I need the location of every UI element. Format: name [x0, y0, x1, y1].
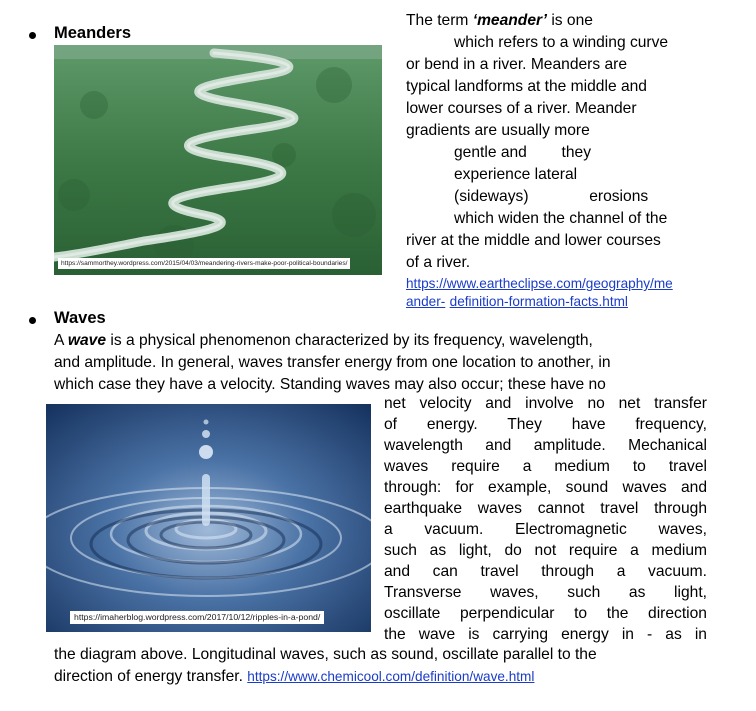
meanders-text-line-6: gradients are usually more [406, 122, 590, 139]
meanders-text-line-5: lower courses of a river. Meander [406, 100, 637, 117]
waves-side-line-8: such as light, do not require a medium [384, 542, 707, 559]
meanders-text-erosions: erosions [589, 188, 649, 205]
water-ripple-illustration [46, 404, 371, 632]
meanders-text-line-9 [406, 186, 716, 208]
meanders-text-line-10: which widen the channel of the [454, 210, 668, 227]
meanders-text-line-3: or bend in a river. Meanders are [406, 56, 628, 73]
waves-outro-text: direction of energy transfer. [54, 668, 248, 685]
waves-side-line-12: the wave is carrying energy in - as in [384, 626, 707, 643]
meanders-text-sideways: (sideways) [454, 188, 529, 205]
meanders-text-gentle: gentle and [454, 144, 527, 161]
waves-image-caption: https://imaherblog.wordpress.com/2017/10/12/ripples-in-a-pond/ [70, 611, 324, 624]
wave-term: wave [67, 332, 107, 349]
waves-intro-line-1 [54, 330, 709, 352]
meanders-text-line-7 [406, 142, 716, 164]
waves-intro [54, 330, 709, 396]
meanders-text-line-8: experience lateral [454, 166, 578, 183]
waves-outro-line-1: the diagram above. Longitudinal waves, such as sound, oscillate parallel to the [54, 646, 597, 663]
meanders-text-line-2: which refers to a winding curve [454, 34, 669, 51]
waves-side-line-6: earthquake waves cannot travel through [384, 500, 707, 517]
waves-side-line-11: oscillate perpendicular to the direction [384, 605, 707, 622]
meanders-text-line-11: river at the middle and lower courses [406, 232, 661, 249]
waves-side-line-3: wavelength and amplitude. Mechanical [384, 437, 707, 454]
meanders-image [54, 45, 382, 275]
meanders-text-line-12: of a river. [406, 254, 471, 271]
meanders-text [406, 10, 716, 311]
waves-outro [54, 644, 714, 688]
waves-side-line-7: a vacuum. Electromagnetic waves, [384, 521, 707, 538]
meanders-term-tail: is one [546, 12, 593, 29]
meanders-source-link[interactable]: https://www.eartheclipse.com/geography/me [406, 276, 673, 291]
meanders-image-caption: https://sammorthey.wordpress.com/2015/04/03/meandering-rivers-make-poor-political-boundaries/ [58, 258, 350, 269]
waves-side-text [384, 393, 707, 645]
bullet-meanders [29, 32, 36, 39]
meanders-text-prefix: The term [406, 12, 473, 29]
meanders-link-block [406, 275, 716, 311]
waves-side-line-5: through: for example, sound waves and [384, 479, 707, 496]
meanders-text-line-1 [406, 10, 716, 32]
waves-image [46, 404, 371, 632]
meanders-text-they: they [561, 144, 592, 161]
meanders-source-link-cont-a[interactable]: ander- [406, 294, 446, 309]
waves-side-line-2: of energy. They have frequency, [384, 416, 707, 433]
waves-side-line-4: waves require a medium to travel [384, 458, 707, 475]
meanders-source-link-cont-b[interactable]: definition-formation-facts.html [449, 294, 628, 309]
waves-intro-a: A [54, 332, 68, 349]
meandering-river-illustration [54, 45, 382, 275]
waves-outro-line-2 [54, 666, 714, 688]
meanders-text-line-4: typical landforms at the middle and [406, 78, 647, 95]
waves-intro-line-2: and amplitude. In general, waves transfer energy from one location to another, in [54, 354, 611, 371]
waves-side-line-1: net velocity and involve no net transfer [384, 395, 707, 412]
waves-side-line-10: Transverse waves, such as light, [384, 584, 707, 601]
waves-source-link[interactable]: https://www.chemicool.com/definition/wave.html [247, 669, 535, 684]
waves-intro-line-3: which case they have a velocity. Standing waves may also occur; these have no [54, 376, 606, 393]
waves-side-line-9: and can travel through a vacuum. [384, 563, 707, 580]
waves-intro-b: is a physical phenomenon characterized by its frequency, wavelength, [106, 332, 593, 349]
bullet-waves [29, 317, 36, 324]
meanders-heading: Meanders [54, 24, 132, 42]
waves-heading: Waves [54, 309, 106, 327]
meander-term: ‘meander’ [472, 12, 547, 29]
